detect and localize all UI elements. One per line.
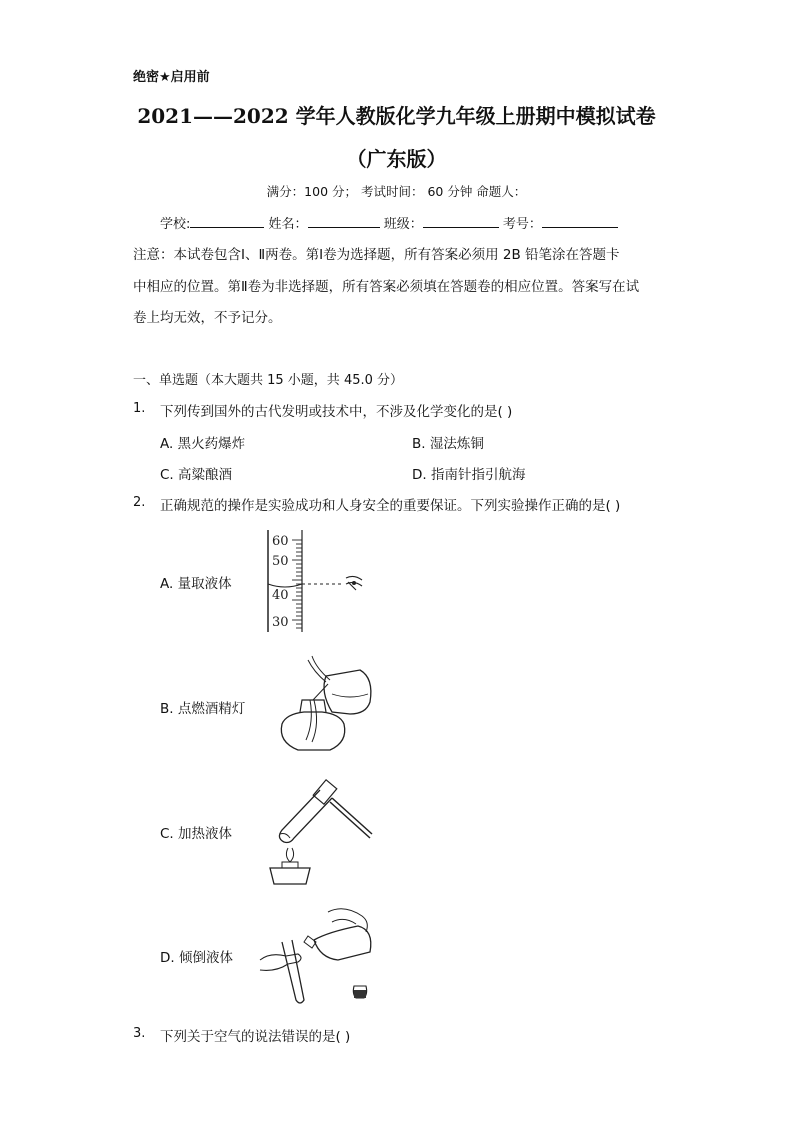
alcohol-lamp-lighting-figure	[270, 652, 375, 756]
pouring-liquid-figure	[258, 902, 382, 1008]
school-label: 学校:	[160, 217, 191, 232]
tick-label: 60	[272, 534, 289, 549]
option-a[interactable]: A. 黑火药爆炸	[160, 436, 246, 452]
option-c[interactable]: C. 高粱酿酒	[160, 467, 233, 483]
number-blank[interactable]	[542, 215, 618, 228]
notice-line: 卷上均无效，不予记分。	[133, 310, 282, 326]
option-b[interactable]: B. 湿法炼铜	[412, 436, 484, 452]
question-text: 正确规范的操作是实验成功和人身安全的重要保证。下列实验操作正确的是( )	[160, 498, 621, 514]
school-blank[interactable]	[190, 215, 264, 228]
class-blank[interactable]	[423, 215, 499, 228]
question-number: 1.	[133, 401, 146, 416]
section-heading: 一、单选题（本大题共 15 小题，共 45.0 分）	[133, 373, 404, 388]
option-a[interactable]: A. 量取液体	[160, 576, 232, 592]
question-text: 下列传到国外的古代发明或技术中，不涉及化学变化的是( )	[160, 404, 513, 420]
exam-subtitle: （广东版）	[346, 147, 447, 171]
question-number: 2.	[133, 495, 146, 510]
option-d[interactable]: D. 倾倒液体	[160, 950, 233, 966]
graduated-cylinder-figure	[262, 528, 372, 634]
question-text: 下列关于空气的说法错误的是( )	[160, 1029, 351, 1045]
name-label: 姓名：	[268, 217, 308, 232]
option-b[interactable]: B. 点燃酒精灯	[160, 701, 246, 717]
tick-label: 40	[272, 588, 289, 603]
notice-line: 中相应的位置。第Ⅱ卷为非选择题，所有答案必须填在答题卷的相应位置。答案写在试	[133, 279, 640, 295]
notice-line: 注意：本试卷包含Ⅰ、Ⅱ两卷。第Ⅰ卷为选择题，所有答案必须用 2B 铅笔涂在答题卡	[133, 247, 620, 263]
question-number: 3.	[133, 1026, 146, 1041]
name-blank[interactable]	[308, 215, 380, 228]
class-label: 班级：	[383, 217, 423, 232]
number-label: 考号：	[502, 217, 542, 232]
exam-meta: 满分：100 分； 考试时间： 60 分钟 命题人：	[266, 184, 527, 199]
tick-label: 30	[272, 615, 289, 630]
student-info-fields	[160, 213, 618, 232]
secret-label: 绝密★启用前	[133, 70, 210, 85]
option-c[interactable]: C. 加热液体	[160, 826, 233, 842]
exam-title: 2021——2022 学年人教版化学九年级上册期中模拟试卷	[137, 104, 656, 128]
heating-liquid-figure	[262, 776, 374, 888]
tick-label: 50	[272, 554, 289, 569]
option-d[interactable]: D. 指南针指引航海	[412, 467, 526, 483]
